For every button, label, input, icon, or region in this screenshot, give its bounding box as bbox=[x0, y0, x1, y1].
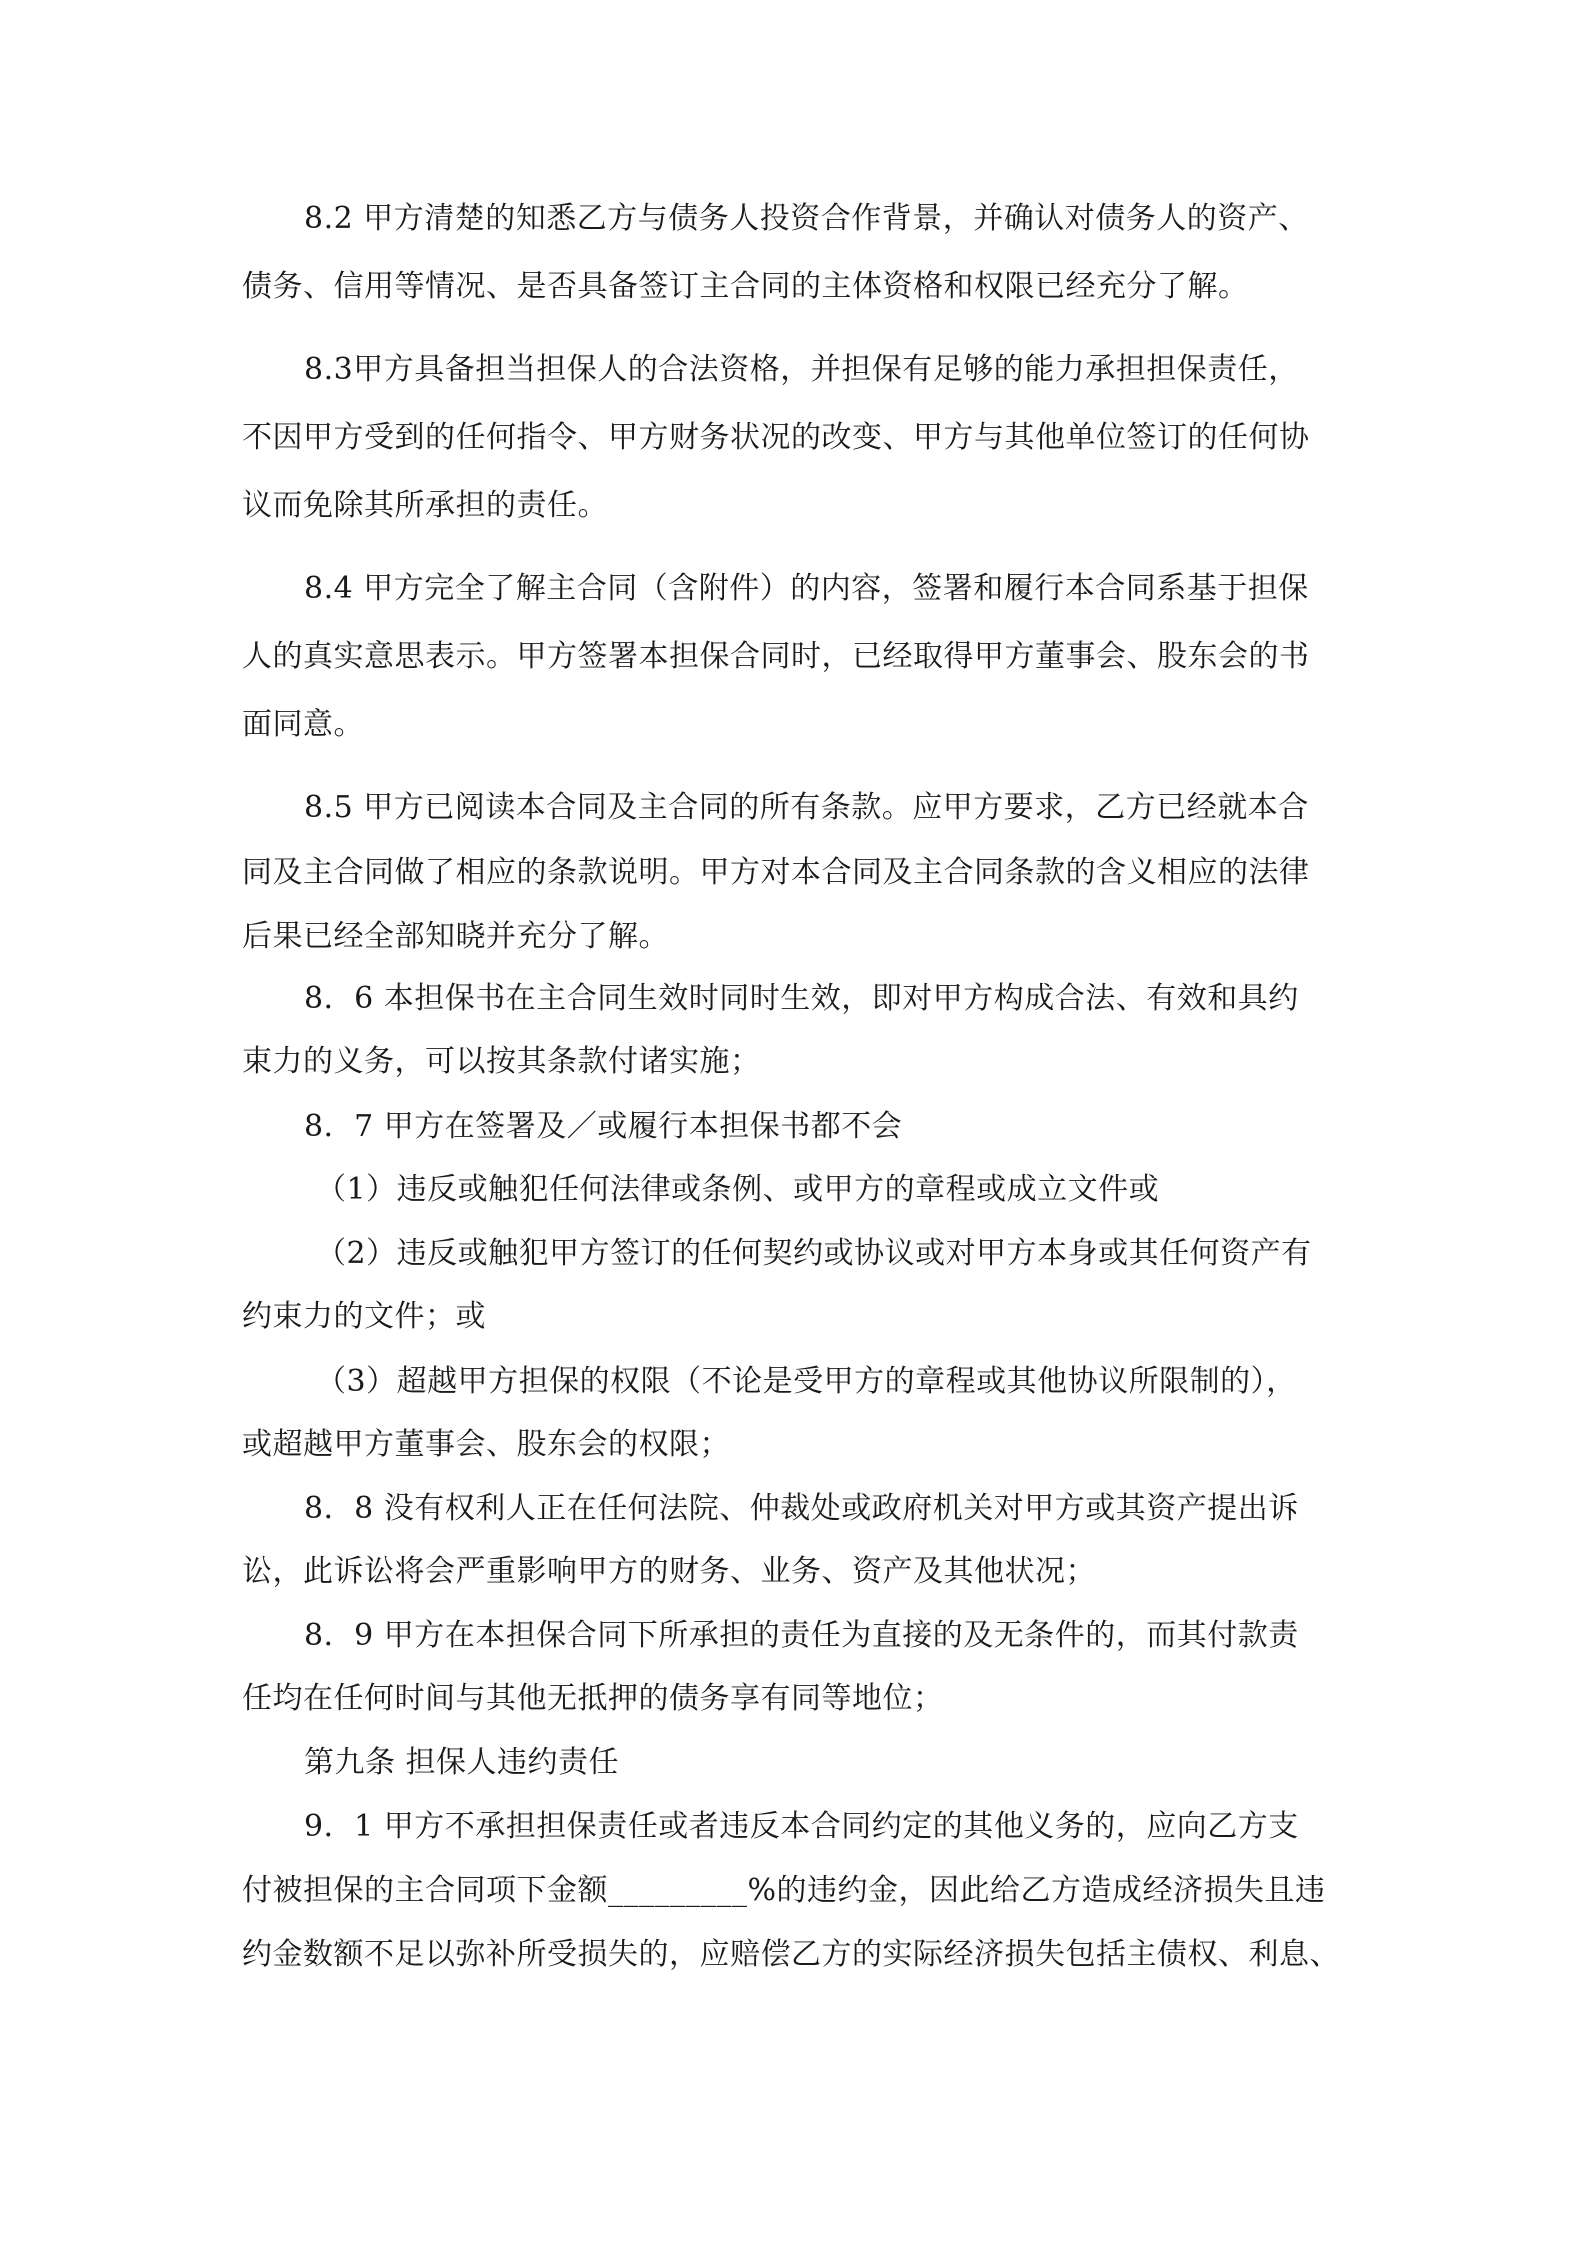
clause-8-7-line-1: 8．7 甲方在签署及／或履行本担保书都不会 bbox=[304, 1109, 903, 1144]
clause-8-3-line-2: 不因甲方受到的任何指令、甲方财务状况的改变、甲方与其他单位签订的任何协 bbox=[242, 420, 1310, 455]
clause-8-7-item-3-line-2: 或超越甲方董事会、股东会的权限； bbox=[242, 1427, 730, 1462]
clause-8-9-line-2: 任均在任何时间与其他无抵押的债务享有同等地位； bbox=[242, 1681, 944, 1716]
clause-9-1-line-3: 约金数额不足以弥补所受损失的，应赔偿乙方的实际经济损失包括主债权、利息、 bbox=[242, 1937, 1340, 1972]
clause-8-3-line-1: 8.3甲方具备担当担保人的合法资格，并担保有足够的能力承担担保责任， bbox=[304, 352, 1299, 387]
clause-8-7-item-1: （1）违反或触犯任何法律或条例、或甲方的章程或成立文件或 bbox=[316, 1172, 1160, 1207]
clause-8-3-line-3: 议而免除其所承担的责任。 bbox=[242, 488, 608, 523]
clause-8-8-line-2: 讼，此诉讼将会严重影响甲方的财务、业务、资产及其他状况； bbox=[242, 1554, 1096, 1589]
clause-8-4-line-2: 人的真实意思表示。甲方签署本担保合同时，已经取得甲方董事会、股东会的书 bbox=[242, 639, 1310, 674]
clause-8-6-line-2: 束力的义务，可以按其条款付诸实施； bbox=[242, 1044, 761, 1079]
clause-8-9-line-1: 8．9 甲方在本担保合同下所承担的责任为直接的及无条件的，而其付款责 bbox=[304, 1618, 1299, 1653]
clause-9-1-line-2: 付被担保的主合同项下金额_________%的违约金，因此给乙方造成经济损失且违 bbox=[242, 1873, 1326, 1908]
clause-9-1-line-1: 9．1 甲方不承担担保责任或者违反本合同约定的其他义务的，应向乙方支 bbox=[304, 1809, 1299, 1844]
clause-8-2-line-2: 债务、信用等情况、是否具备签订主合同的主体资格和权限已经充分了解。 bbox=[242, 269, 1249, 304]
clause-8-4-line-3: 面同意。 bbox=[242, 707, 364, 742]
clause-8-7-item-2-line-2: 约束力的文件；或 bbox=[242, 1299, 486, 1334]
clause-8-8-line-1: 8．8 没有权利人正在任何法院、仲裁处或政府机关对甲方或其资产提出诉 bbox=[304, 1491, 1299, 1526]
clause-8-5-line-1: 8.5 甲方已阅读本合同及主合同的所有条款。应甲方要求，乙方已经就本合 bbox=[304, 790, 1309, 825]
clause-8-7-item-3-line-1: （3）超越甲方担保的权限（不论是受甲方的章程或其他协议所限制的）， bbox=[316, 1364, 1297, 1399]
clause-8-6-line-1: 8．6 本担保书在主合同生效时同时生效，即对甲方构成合法、有效和具约 bbox=[304, 981, 1299, 1016]
clause-8-5-line-3: 后果已经全部知晓并充分了解。 bbox=[242, 919, 669, 954]
clause-8-7-item-2-line-1: （2）违反或触犯甲方签订的任何契约或协议或对甲方本身或其任何资产有 bbox=[316, 1236, 1312, 1271]
clause-8-5-line-2: 同及主合同做了相应的条款说明。甲方对本合同及主合同条款的含义相应的法律 bbox=[242, 855, 1310, 890]
clause-8-4-line-1: 8.4 甲方完全了解主合同（含附件）的内容，签署和履行本合同系基于担保 bbox=[304, 571, 1309, 606]
section-9-heading: 第九条 担保人违约责任 bbox=[304, 1745, 620, 1780]
clause-8-2-line-1: 8.2 甲方清楚的知悉乙方与债务人投资合作背景，并确认对债务人的资产、 bbox=[304, 201, 1309, 236]
